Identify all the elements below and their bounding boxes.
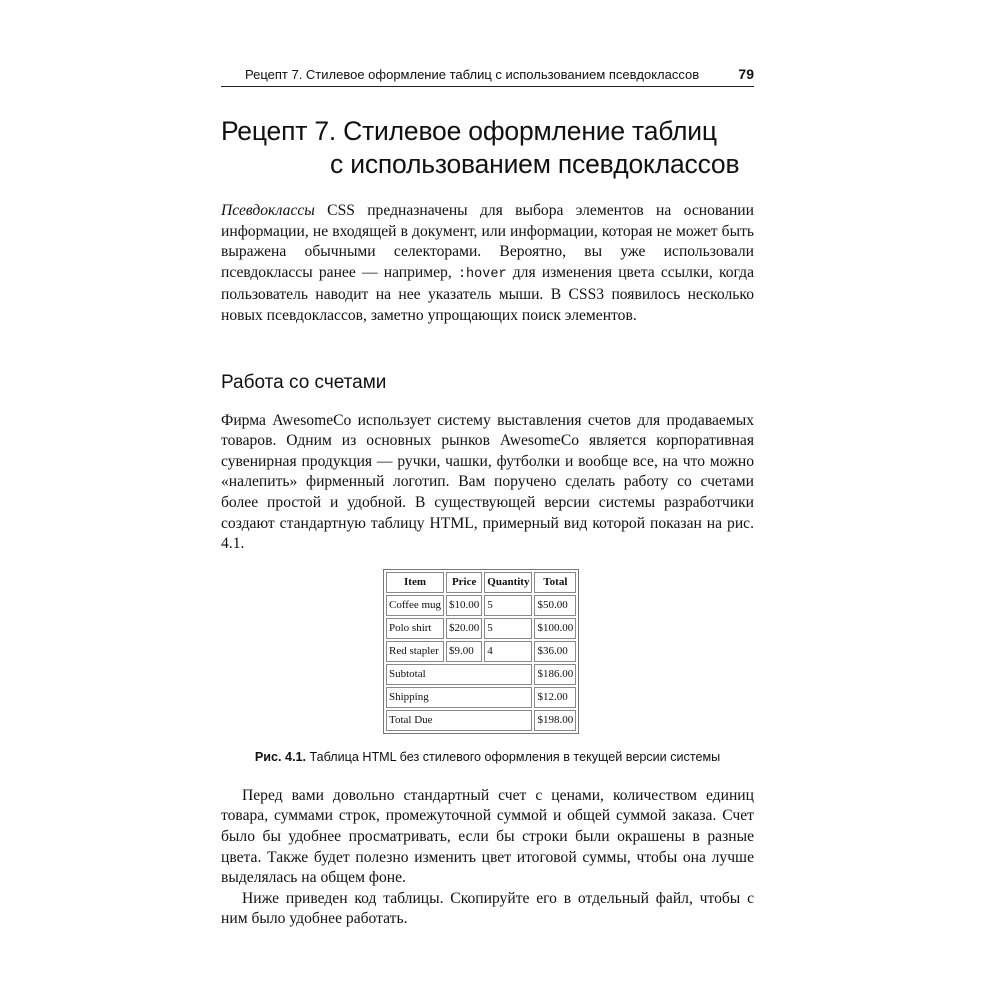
table-cell: $20.00: [446, 618, 482, 639]
table-header-cell: Price: [446, 572, 482, 593]
table-header-cell: Item: [386, 572, 444, 593]
closing-paragraph-1: Перед вами довольно стандартный счет с ценами, количеством единиц товара, суммами строк, промежуточной суммой и общей суммой заказа. Счет было бы удобнее просматривать, если бы строки были окрашены в разные цвета. Также будет полезно изменить цвет итоговой суммы, чтобы она лучше выделялась на общем фоне.: [221, 786, 754, 887]
table-cell: Coffee mug: [386, 595, 444, 616]
figure-caption: [221, 750, 754, 764]
intro-text-2: для изменения цвета ссылки, когда пользователь наводит на нее указатель мыши. В CSS3 появилось несколько новых псевдоклассов, заметно упрощающих поиск элементов.: [221, 263, 754, 324]
table-row: [386, 595, 576, 616]
page-number: 79: [738, 66, 754, 82]
table-cell: $10.00: [446, 595, 482, 616]
table-cell: $9.00: [446, 641, 482, 662]
book-page: [221, 62, 754, 930]
table-header-cell: Total: [534, 572, 576, 593]
section-paragraph: Фирма AwesomeCo использует систему выставления счетов для продаваемых товаров. Одним из основных рынков AwesomeCo является корпоративная сувенирная продукция — ручки, чашки, футболки и вообще все, на что можно «налепить» фирменный логотип. Вам поручено сделать работу со счетами более простой и удобной. В существующей версии системы разработчики создают стандартную таблицу HTML, примерный вид которой показан на рис. 4.1.: [221, 411, 754, 553]
table-row: [386, 618, 576, 639]
table-row: [386, 641, 576, 662]
table-cell: 5: [484, 595, 532, 616]
summary-label: Shipping: [386, 687, 532, 708]
table-cell: $100.00: [534, 618, 576, 639]
caption-label: Рис. 4.1.: [254, 749, 306, 764]
figure-4-1: [221, 569, 754, 764]
summary-value: $12.00: [534, 687, 576, 708]
table-summary-row: [386, 687, 576, 708]
running-header: [221, 62, 754, 87]
table-summary-row: [386, 664, 576, 685]
table-cell: $36.00: [534, 641, 576, 662]
recipe-title-line2: с использованием псевдоклассов: [330, 149, 740, 179]
table-cell: 4: [484, 641, 532, 662]
summary-label: Total Due: [386, 710, 532, 731]
closing-paragraph-2: Ниже приведен код таблицы. Скопируйте его в отдельный файл, чтобы с ним было удобнее работать.: [221, 889, 754, 928]
recipe-title-line1: Рецепт 7. Стилевое оформление таблиц: [221, 116, 717, 146]
summary-value: $198.00: [534, 710, 576, 731]
table-header-row: [386, 572, 576, 593]
summary-label: Subtotal: [386, 664, 532, 685]
intro-paragraph: [221, 201, 754, 327]
intro-code: :hover: [457, 266, 507, 282]
intro-text-1: CSS предназначены для выбора элементов на основании информации, не входящей в документ, или информации, которая не может быть выражена обычными селекторами. Вероятно, вы уже использовали псевдоклассы ранее — например,: [221, 202, 754, 281]
section-title: Работа со счетами: [221, 371, 387, 393]
running-header-title: Рецепт 7. Стилевое оформление таблиц с использованием псевдоклассов: [245, 67, 700, 82]
caption-text: Таблица HTML без стилевого оформления в текущей версии системы: [305, 749, 721, 764]
invoice-table: [383, 569, 579, 734]
table-summary-row: [386, 710, 576, 731]
table-cell: Red stapler: [386, 641, 444, 662]
table-cell: $50.00: [534, 595, 576, 616]
table-cell: Polo shirt: [386, 618, 444, 639]
intro-term: Псевдоклассы: [221, 202, 315, 219]
summary-value: $186.00: [534, 664, 576, 685]
table-cell: 5: [484, 618, 532, 639]
table-header-cell: Quantity: [484, 572, 532, 593]
recipe-title: [221, 115, 754, 181]
